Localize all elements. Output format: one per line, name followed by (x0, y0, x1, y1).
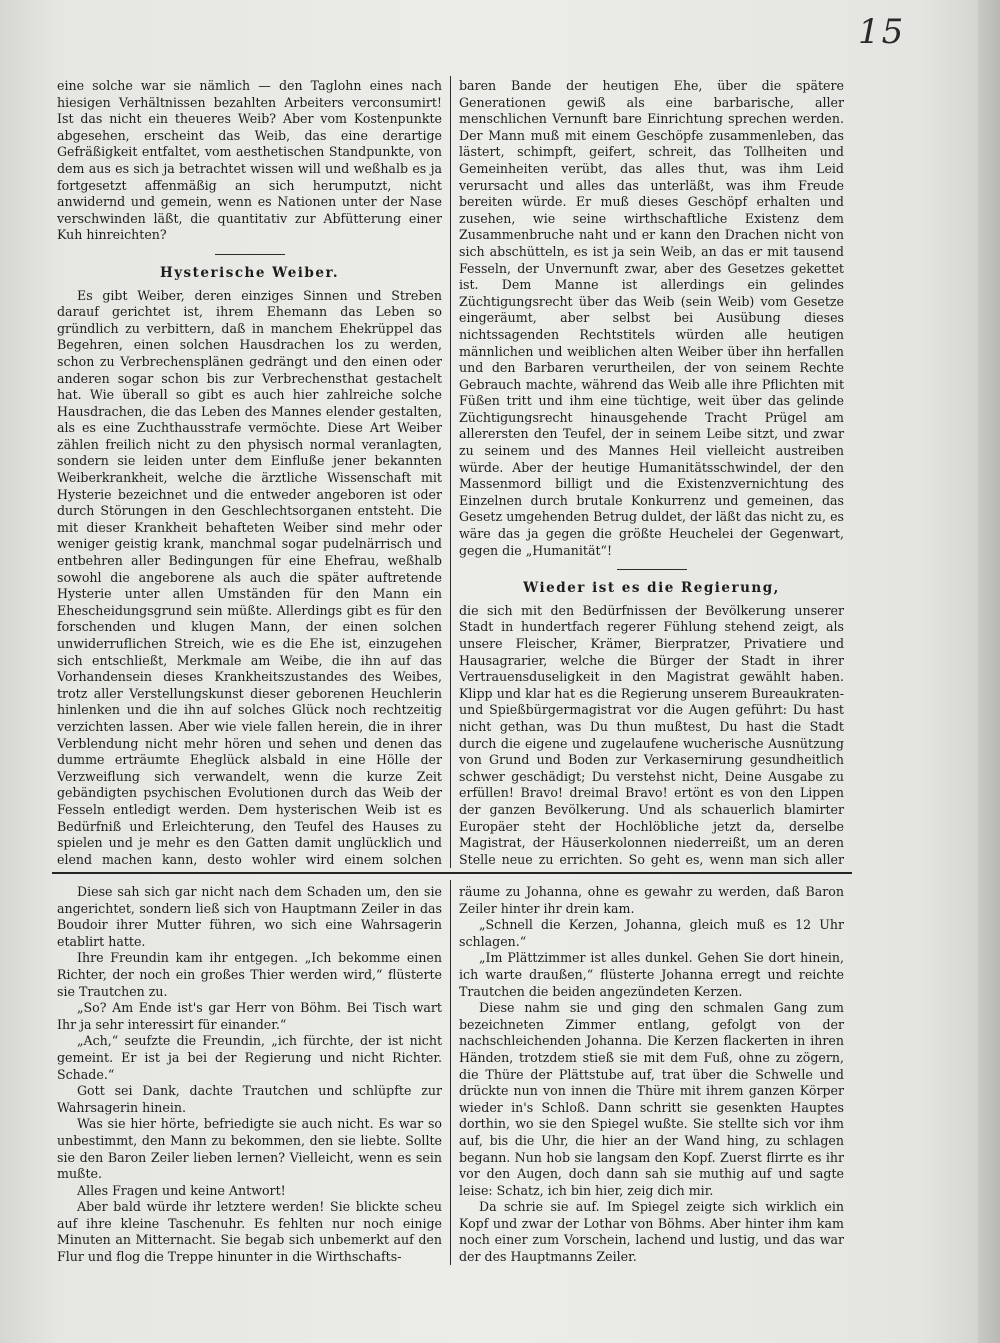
column-top-right (459, 78, 844, 868)
story-paragraph: Was sie hier hörte, befriedigte sie auch nicht. Es war so unbestimmt, den Mann zu bekommen, den sie liebte. Sollte sie den Baron Zeiler lieben lernen? Vielleicht, wenn es sein mußte. (57, 1116, 442, 1182)
article-continuation: baren Bande der heutigen Ehe, über die spätere Generationen gewiß als eine barbarische, aller menschlichen Vernunft bare Einrichtung sprechen werden. Der Mann muß mit einem Geschöpfe zusammenleben, das lästert, schimpft, geifert, schreit, das Tollheiten und Gemeinheiten verübt, das alles thut, was ihm Leid verursacht und alles das unterläßt, was ihm Freude bereiten würde. Er muß dieses Geschöpf erhalten und zusehen, wie seine wirthschaftliche Existenz dem Zusammenbruche naht und er kann den Drachen nicht von sich abschütteln, es ist ja sein Weib, an das er mit tausend Fesseln, der Unvernunft zwar, aber des Gesetzes gekettet ist. Dem Manne ist allerdings ein gelindes Züchtigungsrecht über das Weib (sein Weib) vom Gesetze eingeräumt, aber selbst bei Ausübung dieses nichtssagenden Rechtstitels würden alle heutigen männlichen und weiblichen alten Weiber über ihn herfallen und den Barbaren verurtheilen, der von seinem Rechte Gebrauch machte, während das Weib alle ihre Pflichten mit Füßen tritt und ihm eine tüchtige, weit über das gelinde Züchtigungsrecht hinausgehende Tracht Prügel am allerersten den Teufel, der in seinem Leibe sitzt, und zwar zu seinem und des Mannes Heil vielleicht austreiben würde. Aber der heutige Humanitätsschwindel, der den Massenmord billigt und die Existenzvernichtung des Einzelnen durch brutale Konkurrenz und gemeinen, das Gesetz umgehenden Betrug duldet, der läßt das nicht zu, es wäre das ja gegen die größte Heuchelei der Gegenwart, gegen die „Humanität“! (459, 78, 844, 558)
page-edge (978, 0, 1000, 1343)
article-body: die sich mit den Bedürfnissen der Bevölkerung unserer Stadt in hundertfach regerer Fühlung stehend zeigt, als unsere Fleischer, Krämer, Bierpratzer, Privatiere und Hausagrarier, welche die Bürger der Stadt in ihrer Vertrauensduseligkeit in den Magistrat gewählt haben. Klipp und klar hat es die Regierung unserem Bureaukraten- und Spießbürgermagistrat vor die Augen geführt: Du hast nicht gethan, was Du thun mußtest, Du hast die Stadt durch die eigene und zugelaufene wucherische Ausnützung von Grund und Boden zur Verkasernirung gesundheitlich schwer geschädigt; Du verstehst nicht, Deine Ausgabe zu erfüllen! Bravo! dreimal Bravo! ertönt es von den Lippen der ganzen Bevölkerung. Und als schauerlich blamirter Europäer steht der Hochlöbliche jetzt da, derselbe Magistrat, der Häuserkolonnen niederreißt, um an deren Stelle neue zu errichten. So geht es, wenn man sich aller (459, 602, 844, 867)
column-bottom-left (57, 884, 442, 1264)
feuilleton-rule (52, 872, 852, 874)
story-paragraph: „Im Plättzimmer ist alles dunkel. Gehen Sie dort hinein, ich warte draußen,“ flüsterte Johanna erregt und reichte Trautchen die beiden angezündeten Kerzen. (459, 950, 844, 999)
story-paragraph: räume zu Johanna, ohne es gewahr zu werden, daß Baron Zeiler hinter ihr drein kam. (459, 884, 844, 916)
column-divider (450, 880, 451, 1265)
article-body: Es gibt Weiber, deren einziges Sinnen und Streben darauf gerichtet ist, ihrem Ehemann das Leben so gründlich zu verbittern, daß in manchem Ehekrüppel das Begehren, einen solchen Hausdrachen los zu werden, schon zu Verbrechensplänen gedrängt und den einen oder anderen sogar schon bis zur Verbrechensthat gestachelt hat. Wie überall so gibt es auch hier zahlreiche solche Hausdrachen, die das Leben des Mannes elender gestalten, als es eine Zuchthausstrafe vermöchte. Diese Art Weiber zählen freilich nicht zu den physisch normal veranlagten, sondern sie leiden unter dem Einfluße jener bekannten Weiberkrankheit, welche die ärztliche Wissenschaft mit Hysterie bezeichnet und die entweder angeboren ist oder durch Störungen in den Geschlechtsorganen entsteht. Die mit dieser Krankheit behafteten Weiber sind mehr oder weniger geistig krank, manchmal sogar pudelnärrisch und entbehren aller Bedingungen für eine Ehefrau, weßhalb sowohl die angeborene als auch die später auftretende Hysterie unter allen Umständen für den Mann ein Ehescheidungsgrund sein müßte. Allerdings gibt es für den forschenden und klugen Mann, der einen solchen unwiderruflichen Streich, wie es die Ehe ist, einzugehen sich entschließt, Merkmale am Weibe, die ihn auf das Vorhandensein dieses Krankheitszustandes des Weibes, trotz aller Verstellungskunst dieser geborenen Heuchlerin hinlenken und die ihn auf solches Glück noch rechtzeitig verzichten lassen. Aber wie viele fallen herein, die in ihrer Verblendung nicht mehr hören und sehen und denen das dumme erträumte Eheglück alsbald in eine Hölle der Verzweiflung sich verwandelt, wenn die kurze Zeit gebändigten psychischen Evolutionen durch das Weib der Fesseln entledigt werden. Dem hysterischen Weib ist es Bedürfniß und Erleichterung, den Teufel des Hauses zu spielen und je mehr es den Gatten damit unglücklich und elend machen kann, desto wohler wird einem solchen (57, 287, 442, 867)
story-paragraph: „Schnell die Kerzen, Johanna, gleich muß es 12 Uhr schlagen.“ (459, 917, 844, 949)
story-paragraph: Ihre Freundin kam ihr entgegen. „Ich bekomme einen Richter, der noch ein großes Thier werden wird,“ flüsterte sie Trautchen zu. (57, 950, 442, 999)
page-number: 15 (858, 12, 906, 52)
story-paragraph: Da schrie sie auf. Im Spiegel zeigte sich wirklich ein Kopf und zwar der Lothar von Böhms. Aber hinter ihm kam noch einer zum Vorschein, lachend und lustig, und das war der des Hauptmanns Zeiler. (459, 1199, 844, 1264)
story-paragraph: Gott sei Dank, dachte Trautchen und schlüpfte zur Wahrsagerin hinein. (57, 1083, 442, 1115)
story-paragraph: Diese sah sich gar nicht nach dem Schaden um, den sie angerichtet, sondern ließ sich von Hauptmann Zeiler in das Boudoir ihrer Mutter führen, wo sich eine Wahrsagerin etablirt hatte. (57, 884, 442, 949)
article-heading: Wieder ist es die Regierung, (523, 580, 780, 597)
story-paragraph: Aber bald würde ihr letztere werden! Sie blickte scheu auf ihre kleine Taschenuhr. Es fehlten nur noch einige Minuten an Mitternacht. Sie begab sich unbemerkt auf den Flur und flog die Treppe hinunter in die Wirthschafts- (57, 1199, 442, 1264)
article-separator (215, 254, 285, 255)
story-paragraph: „So? Am Ende ist's gar Herr von Böhm. Bei Tisch wart Ihr ja sehr interessirt für einander.“ (57, 1000, 442, 1032)
article-continuation: eine solche war sie nämlich — den Taglohn eines nach hiesigen Verhältnissen bezahlten Arbeiters verconsumirt! Ist das nicht ein theueres Weib? Aber vom Kostenpunkte abgesehen, erscheint das Weib, das eine derartige Gefräßigkeit entfaltet, vom aesthetischen Standpunkte, von dem aus es sich ja betrachtet wissen will und weßhalb es ja fortgesetzt affenmäßig an sich herumputzt, nicht anwidernd und gemein, wenn es Nationen unter der Nase verschwinden läßt, die quantitativ zur Abfütterung einer Kuh hinreichten? (57, 78, 442, 243)
column-divider (450, 76, 451, 868)
column-top-left (57, 78, 442, 868)
story-paragraph: Diese nahm sie und ging den schmalen Gang zum bezeichneten Zimmer entlang, gefolgt von der nachschleichenden Johanna. Die Kerzen flackerten in ihren Händen, trotzdem stieß sie mit dem Fuß, ohne zu zögern, die Thüre der Plättstube auf, trat über die Schwelle und drückte nun von innen die Thüre mit ihrem ganzen Körper wieder in's Schloß. Dann schritt sie gesenkten Hauptes dorthin, wo sie den Spiegel wußte. Sie stellte sich vor ihm auf, bis die Uhr, die hier an der Wand hing, zu schlagen begann. Nun hob sie langsam den Kopf. Zuerst flirrte es ihr vor den Augen, doch dann sah sie muthig auf und sagte leise: Schatz, ich bin hier, zeig dich mir. (459, 1000, 844, 1198)
column-bottom-right (459, 884, 844, 1264)
article-separator (617, 569, 687, 570)
story-paragraph: „Ach,“ seufzte die Freundin, „ich fürchte, der ist nicht gemeint. Er ist ja bei der Regierung und nicht Richter. Schade.“ (57, 1033, 442, 1082)
story-paragraph: Alles Fragen und keine Antwort! (77, 1182, 286, 1198)
article-heading: Hysterische Weiber. (159, 264, 340, 281)
